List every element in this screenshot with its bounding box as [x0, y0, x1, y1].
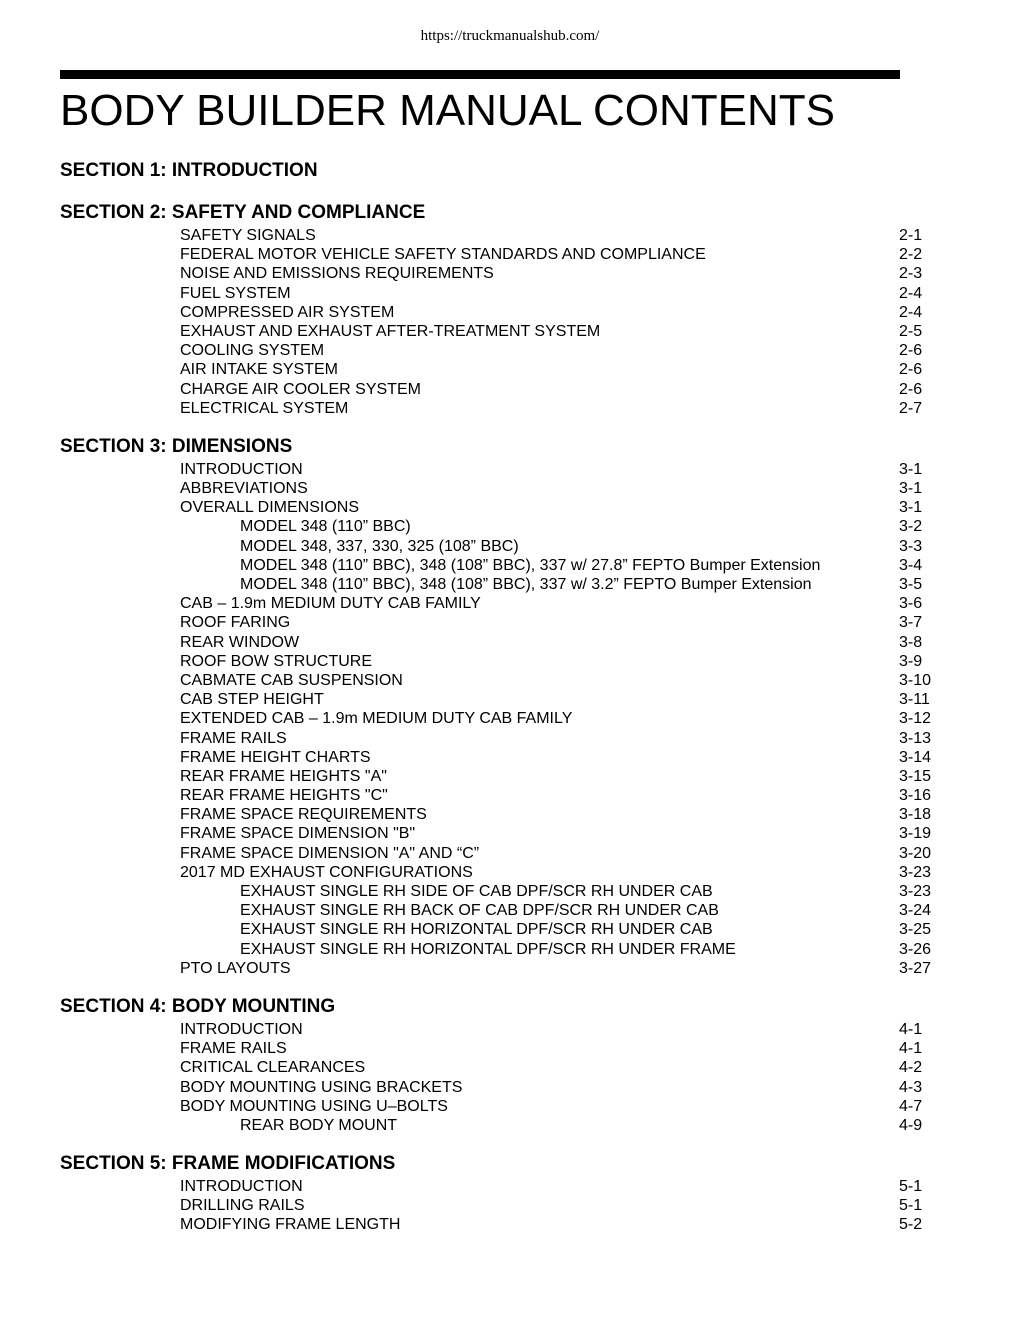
- entry-title: FUEL SYSTEM: [180, 284, 291, 302]
- entry-title: EXHAUST AND EXHAUST AFTER-TREATMENT SYSTEM: [180, 322, 601, 340]
- toc-section: [60, 434, 960, 978]
- entry-title: AIR INTAKE SYSTEM: [180, 361, 338, 379]
- entry-page-number: 2-3: [899, 265, 923, 283]
- entry-title: CABMATE CAB SUSPENSION: [180, 671, 403, 689]
- toc-entry: [60, 226, 960, 245]
- entry-page-number: 3-15: [899, 767, 932, 785]
- entry-page-number: 3-25: [899, 921, 932, 939]
- section-entry-list: [60, 226, 960, 418]
- entry-page-number: 2-4: [899, 284, 923, 302]
- entry-title: ROOF FARING: [180, 614, 291, 632]
- toc-section: [60, 158, 960, 184]
- table-of-contents: [60, 158, 960, 1251]
- entry-title: BODY MOUNTING USING BRACKETS: [180, 1078, 463, 1096]
- toc-entry: [60, 1078, 960, 1097]
- entry-title: INTRODUCTION: [180, 1178, 303, 1196]
- entry-title: REAR FRAME HEIGHTS "C": [180, 787, 388, 805]
- entry-title: CHARGE AIR COOLER SYSTEM: [180, 380, 421, 398]
- toc-entry: [60, 380, 960, 399]
- entry-title: REAR WINDOW: [180, 633, 300, 651]
- toc-section: [60, 200, 960, 418]
- entry-title: INTRODUCTION: [180, 1020, 303, 1038]
- toc-entry: [60, 1196, 960, 1215]
- toc-entry: [60, 690, 960, 709]
- entry-title: EXTENDED CAB – 1.9m MEDIUM DUTY CAB FAMILY: [180, 710, 573, 728]
- entry-page-number: 2-6: [899, 380, 923, 398]
- toc-entry: [60, 341, 960, 360]
- entry-title: INTRODUCTION: [180, 460, 303, 478]
- entry-title: COOLING SYSTEM: [180, 342, 325, 360]
- entry-title: SAFETY SIGNALS: [180, 227, 316, 244]
- toc-entry: [60, 594, 960, 613]
- toc-entry: [60, 322, 960, 341]
- toc-entry: [60, 264, 960, 283]
- toc-entry: [60, 284, 960, 303]
- entry-page-number: 3-14: [899, 748, 932, 766]
- header-rule: [60, 70, 900, 79]
- entry-page-number: 2-7: [899, 399, 923, 417]
- entry-title: FRAME RAILS: [180, 1040, 287, 1058]
- entry-page-number: 4-9: [899, 1116, 923, 1134]
- section-entry-list: [60, 1020, 960, 1135]
- entry-title: OVERALL DIMENSIONS: [180, 499, 360, 517]
- entry-title: CRITICAL CLEARANCES: [180, 1059, 366, 1077]
- toc-entry: [60, 303, 960, 322]
- entry-page-number: 3-8: [899, 633, 923, 651]
- toc-section: [60, 1151, 960, 1235]
- entry-title: FRAME SPACE REQUIREMENTS: [180, 806, 427, 824]
- entry-page-number: 4-1: [899, 1020, 923, 1038]
- entry-page-number: 2-5: [899, 322, 923, 340]
- toc-entry: [60, 709, 960, 728]
- entry-title: DRILLING RAILS: [180, 1197, 305, 1215]
- entry-page-number: 3-27: [899, 959, 932, 977]
- toc-entry: [60, 729, 960, 748]
- entry-page-number: 3-2: [899, 518, 923, 536]
- toc-entry: [60, 633, 960, 652]
- toc-entry: [60, 748, 960, 767]
- toc-entry: [60, 1177, 960, 1196]
- entry-page-number: 3-1: [899, 480, 923, 498]
- entry-title: FEDERAL MOTOR VEHICLE SAFETY STANDARDS AND COMPLIANCE: [180, 246, 706, 264]
- entry-title: CAB – 1.9m MEDIUM DUTY CAB FAMILY: [180, 595, 481, 613]
- entry-page-number: 2-2: [899, 246, 923, 264]
- entry-title: 2017 MD EXHAUST CONFIGURATIONS: [180, 863, 473, 881]
- entry-page-number: 2-4: [899, 303, 923, 321]
- entry-title: PTO LAYOUTS: [180, 959, 291, 977]
- entry-page-number: 3-6: [899, 595, 923, 613]
- entry-page-number: 2-6: [899, 342, 923, 360]
- toc-entry: [60, 844, 960, 863]
- entry-title: COMPRESSED AIR SYSTEM: [180, 303, 395, 321]
- entry-title: MODIFYING FRAME LENGTH: [180, 1216, 401, 1234]
- section-heading: SECTION 3: DIMENSIONS: [60, 435, 293, 457]
- entry-page-number: 3-1: [899, 460, 923, 478]
- toc-entry: [60, 1097, 960, 1116]
- entry-page-number: 2-6: [899, 361, 923, 379]
- entry-title: FRAME RAILS: [180, 729, 287, 747]
- entry-title: FRAME SPACE DIMENSION "A" AND “C”: [180, 844, 480, 862]
- toc-subentry: [60, 537, 960, 556]
- toc-entry: [60, 399, 960, 418]
- entry-title: MODEL 348, 337, 330, 325 (108” BBC): [240, 537, 519, 555]
- entry-page-number: 3-13: [899, 729, 932, 747]
- toc-entry: [60, 479, 960, 498]
- entry-page-number: 3-23: [899, 883, 932, 900]
- entry-title: EXHAUST SINGLE RH HORIZONTAL DPF/SCR RH UNDER CAB: [240, 921, 713, 939]
- entry-page-number: 4-2: [899, 1059, 923, 1077]
- entry-page-number: 3-26: [899, 940, 932, 958]
- toc-entry: [60, 824, 960, 843]
- entry-page-number: 5-1: [899, 1197, 923, 1215]
- entry-page-number: 3-7: [899, 614, 923, 632]
- toc-subentry: [60, 556, 960, 575]
- entry-page-number: 3-5: [899, 576, 923, 593]
- entry-page-number: 3-4: [899, 556, 923, 574]
- toc-subentry: [60, 1116, 960, 1135]
- entry-title: EXHAUST SINGLE RH SIDE OF CAB DPF/SCR RH UNDER CAB: [240, 883, 713, 900]
- toc-subentry: [60, 517, 960, 536]
- toc-entry: [60, 671, 960, 690]
- toc-subentry: [60, 940, 960, 959]
- entry-title: FRAME SPACE DIMENSION "B": [180, 825, 416, 843]
- entry-page-number: 5-1: [899, 1178, 923, 1196]
- section-entry-list: [60, 460, 960, 978]
- entry-page-number: 2-1: [899, 227, 923, 244]
- toc-entry: [60, 1039, 960, 1058]
- entry-page-number: 3-18: [899, 806, 932, 824]
- entry-title: ROOF BOW STRUCTURE: [180, 652, 372, 670]
- entry-title: EXHAUST SINGLE RH HORIZONTAL DPF/SCR RH UNDER FRAME: [240, 940, 736, 958]
- section-heading: SECTION 1: INTRODUCTION: [60, 160, 318, 181]
- toc-subentry: [60, 901, 960, 920]
- entry-title: MODEL 348 (110” BBC), 348 (108” BBC), 337 w/ 27.8” FEPTO Bumper Extension: [240, 556, 821, 574]
- entry-title: REAR BODY MOUNT: [240, 1116, 398, 1134]
- entry-page-number: 3-9: [899, 652, 923, 670]
- entry-page-number: 4-7: [899, 1097, 923, 1115]
- entry-page-number: 5-2: [899, 1216, 923, 1234]
- entry-page-number: 3-24: [899, 902, 932, 920]
- section-heading: SECTION 4: BODY MOUNTING: [60, 995, 336, 1017]
- toc-entry: [60, 613, 960, 632]
- source-url: https://truckmanualshub.com/: [420, 28, 600, 44]
- document-title: BODY BUILDER MANUAL CONTENTS: [60, 86, 836, 135]
- toc-entry: [60, 805, 960, 824]
- toc-entry: [60, 460, 960, 479]
- section-entry-list: [60, 1177, 960, 1235]
- entry-title: REAR FRAME HEIGHTS "A": [180, 767, 387, 785]
- section-heading: SECTION 2: SAFETY AND COMPLIANCE: [60, 202, 426, 223]
- toc-entry: [60, 245, 960, 264]
- entry-page-number: 3-11: [899, 691, 930, 709]
- toc-entry: [60, 863, 960, 882]
- entry-page-number: 3-23: [899, 863, 932, 881]
- toc-section: [60, 994, 960, 1135]
- entry-title: BODY MOUNTING USING U–BOLTS: [180, 1097, 448, 1115]
- toc-entry: [60, 1215, 960, 1234]
- toc-entry: [60, 786, 960, 805]
- toc-entry: [60, 1058, 960, 1077]
- toc-entry: [60, 498, 960, 517]
- entry-title: ELECTRICAL SYSTEM: [180, 399, 349, 417]
- toc-subentry: [60, 920, 960, 939]
- entry-title: MODEL 348 (110” BBC), 348 (108” BBC), 337 w/ 3.2” FEPTO Bumper Extension: [240, 576, 812, 593]
- entry-page-number: 3-10: [899, 671, 932, 689]
- toc-entry: [60, 1020, 960, 1039]
- toc-subentry: [60, 882, 960, 901]
- entry-title: CAB STEP HEIGHT: [180, 691, 324, 709]
- entry-page-number: 3-3: [899, 537, 923, 555]
- entry-page-number: 3-1: [899, 499, 923, 517]
- toc-subentry: [60, 575, 960, 594]
- entry-title: NOISE AND EMISSIONS REQUIREMENTS: [180, 265, 494, 283]
- entry-title: MODEL 348 (110” BBC): [240, 518, 411, 536]
- entry-page-number: 3-19: [899, 825, 932, 843]
- entry-page-number: 3-20: [899, 844, 932, 862]
- entry-page-number: 3-16: [899, 787, 932, 805]
- toc-entry: [60, 360, 960, 379]
- entry-page-number: 3-12: [899, 710, 932, 728]
- toc-entry: [60, 959, 960, 978]
- entry-page-number: 4-1: [899, 1040, 923, 1058]
- toc-entry: [60, 652, 960, 671]
- entry-title: FRAME HEIGHT CHARTS: [180, 748, 371, 766]
- section-heading: SECTION 5: FRAME MODIFICATIONS: [60, 1153, 396, 1175]
- entry-page-number: 4-3: [899, 1078, 923, 1096]
- toc-entry: [60, 767, 960, 786]
- entry-title: EXHAUST SINGLE RH BACK OF CAB DPF/SCR RH UNDER CAB: [240, 902, 719, 920]
- entry-title: ABBREVIATIONS: [180, 480, 308, 498]
